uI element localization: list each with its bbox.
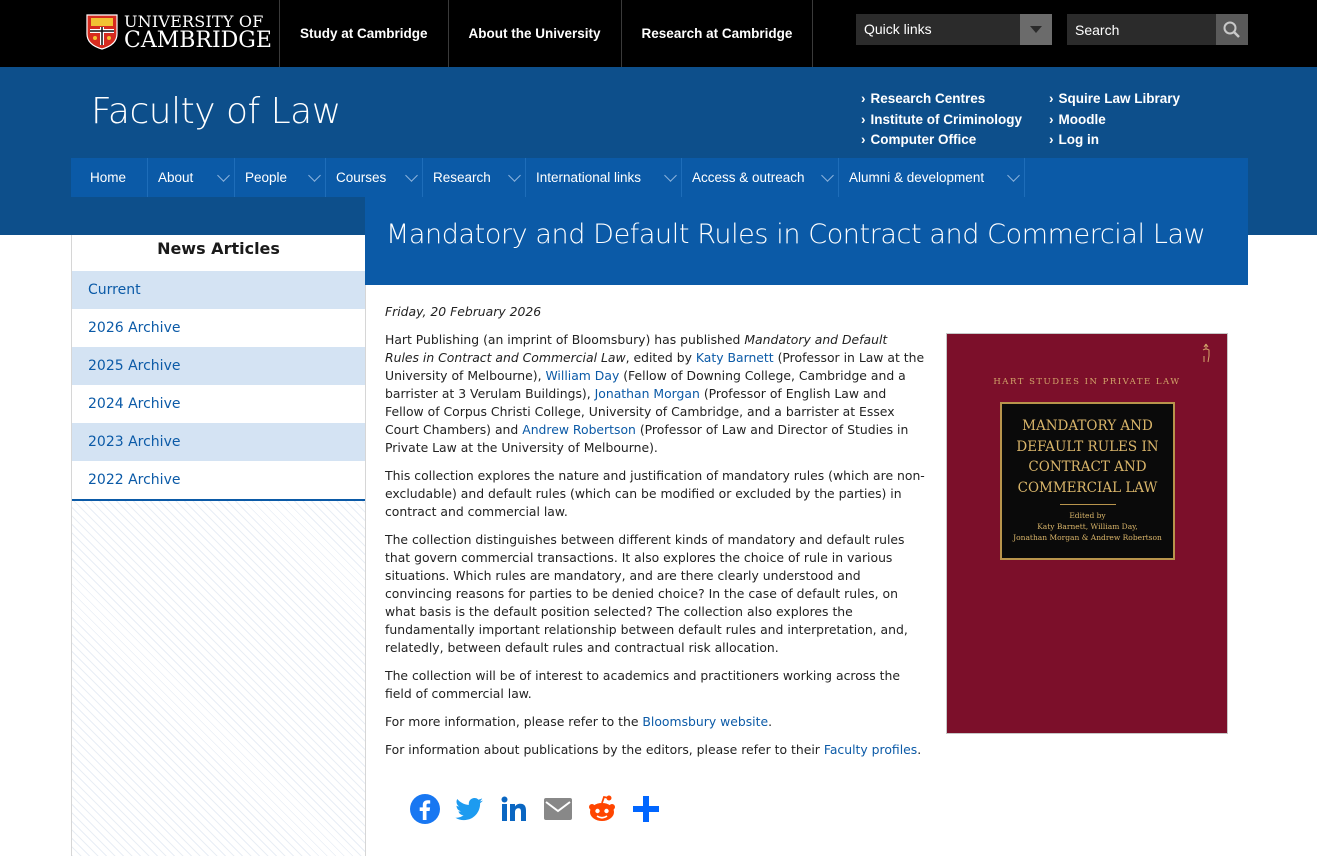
nav-research[interactable] xyxy=(423,158,526,197)
header-links-col1 xyxy=(861,89,1022,151)
article-paragraph-2: This collection explores the nature and justification of mandatory rules (which are non-excludable) and default rules (which can be modified or excluded by the parties) in contract and commercial law. xyxy=(385,468,925,519)
cover-title-line: DEFAULT RULES IN xyxy=(1016,438,1159,455)
email-icon xyxy=(542,793,574,825)
p1-text-3: (Professor in Law at the University of Melbourne), xyxy=(385,350,925,383)
p1-text-2: , edited by xyxy=(625,350,696,365)
nav-alumni-label: Alumni & development xyxy=(849,170,985,185)
cover-title-line: COMMERCIAL LAW xyxy=(1017,479,1158,496)
nav-about-label: About xyxy=(158,170,194,185)
nav-access-outreach[interactable] xyxy=(682,158,839,197)
chevron-down-icon[interactable] xyxy=(664,169,677,182)
nav-people[interactable] xyxy=(235,158,326,197)
article-date: Friday, 20 February 2026 xyxy=(385,304,542,319)
nav-courses[interactable] xyxy=(326,158,423,197)
site-title[interactable]: Faculty of Law xyxy=(91,91,341,132)
share-email-button[interactable] xyxy=(542,793,574,825)
twitter-icon xyxy=(453,793,485,825)
sidebar-item-2026-archive[interactable]: 2026 Archive xyxy=(72,309,365,347)
share-buttons xyxy=(409,793,675,825)
nav-home-label: Home xyxy=(90,170,127,185)
p1-text-1: Hart Publishing (an imprint of Bloomsbury) has published xyxy=(385,332,745,347)
nav-home[interactable] xyxy=(71,158,148,197)
cover-title-line: MANDATORY AND xyxy=(1022,418,1153,434)
nav-courses-label: Courses xyxy=(336,170,387,185)
cover-divider xyxy=(1060,504,1116,505)
cover-title xyxy=(1002,416,1173,498)
chevron-down-icon[interactable] xyxy=(1007,169,1020,182)
p1-text-6: (Professor of Law and Director of Studies in Private Law at the University of Melbourne). xyxy=(385,422,909,455)
search-button[interactable] xyxy=(1216,14,1248,45)
chevron-down-icon[interactable] xyxy=(821,169,834,182)
linkedin-icon xyxy=(498,793,530,825)
sidebar-item-2022-archive[interactable]: 2022 Archive xyxy=(72,461,365,499)
header-link-computer-office[interactable]: › Computer Office xyxy=(861,130,1022,151)
cambridge-shield-icon xyxy=(86,14,118,50)
sidebar-item-2025-archive[interactable]: 2025 Archive xyxy=(72,347,365,385)
cover-series: HART STUDIES IN PRIVATE LAW xyxy=(993,377,1181,387)
header-link-research-centres[interactable]: › Research Centres xyxy=(861,89,1022,110)
cover-editors-line: Jonathan Morgan & Andrew Robertson xyxy=(1013,533,1162,542)
global-nav-about[interactable]: About the University xyxy=(448,0,621,67)
p5-text-1: For more information, please refer to the xyxy=(385,714,643,729)
editor-link-andrew-robertson[interactable]: Andrew Robertson xyxy=(522,422,636,437)
share-linkedin-button[interactable] xyxy=(498,793,530,825)
nav-international-links[interactable] xyxy=(526,158,682,197)
article-body xyxy=(385,303,925,769)
faculty-profiles-link[interactable]: Faculty profiles xyxy=(823,742,918,757)
quick-links-label: Quick links xyxy=(864,21,932,37)
page-banner xyxy=(365,197,1248,285)
cover-editors-line: Katy Barnett, William Day, xyxy=(1037,522,1138,531)
header-link-criminology[interactable]: › Institute of Criminology xyxy=(861,110,1022,131)
sidebar xyxy=(71,235,366,856)
p1-text-5: (Professor of English Law and Fellow of Corpus Christi College, University of Cambridge, and a barrister at Essex Court Chambers) and xyxy=(385,386,895,437)
share-facebook-button[interactable] xyxy=(409,793,441,825)
chevron-down-icon[interactable] xyxy=(508,169,521,182)
chevron-down-icon[interactable] xyxy=(1020,14,1052,45)
reddit-icon xyxy=(586,793,618,825)
header-links-col2 xyxy=(1049,89,1180,151)
sidebar-list xyxy=(72,271,365,501)
article-paragraph-3: The collection distinguishes between different kinds of mandatory and default rules that govern commercial transactions. It also explores the choice of rule in various situations. Which rules are mandatory, and are there clearly understood and convincing reasons for parties to be denied choice? In the case of default rules, on what basis is the default position selected? The collection also explores the fundamentally important relationship between default rules and interpretation, and, relatedly, between default rules and contractual risk allocation. xyxy=(385,532,908,655)
sidebar-title: News Articles xyxy=(72,235,365,271)
cover-title-line: CONTRACT AND xyxy=(1028,459,1147,475)
p5-text-2: . xyxy=(768,714,773,729)
p1-text-4: (Fellow of Downing College, Cambridge and a barrister at 3 Verulam Buildings), xyxy=(385,368,906,401)
search-input[interactable] xyxy=(1067,14,1216,45)
nav-about[interactable] xyxy=(148,158,235,197)
header-link-login[interactable]: › Log in xyxy=(1049,130,1180,151)
article-paragraph-1 xyxy=(385,331,925,457)
bloomsbury-website-link[interactable]: Bloomsbury website xyxy=(642,714,769,729)
nav-international-label: International links xyxy=(536,170,642,185)
article-paragraph-5 xyxy=(385,713,925,731)
editor-link-william-day[interactable]: William Day xyxy=(545,368,620,383)
nav-alumni-development[interactable] xyxy=(839,158,1025,197)
sidebar-item-2024-archive[interactable]: 2024 Archive xyxy=(72,385,365,423)
facebook-icon xyxy=(409,793,441,825)
cover-editors xyxy=(1002,510,1173,543)
share-twitter-button[interactable] xyxy=(453,793,485,825)
page-title: Mandatory and Default Rules in Contract and Commercial Law xyxy=(386,219,1206,250)
search-box xyxy=(1067,14,1248,45)
editor-link-katy-barnett[interactable]: Katy Barnett xyxy=(695,350,774,365)
book-title: Mandatory and Default Rules in Contract and Commercial Law xyxy=(385,332,888,365)
university-wordmark xyxy=(124,12,272,53)
header-link-squire-library[interactable]: › Squire Law Library xyxy=(1049,89,1180,110)
book-cover-image xyxy=(946,333,1228,734)
main-nav xyxy=(71,158,1248,197)
p6-text-1: For information about publications by the editors, please refer to their xyxy=(385,742,824,757)
university-logo[interactable] xyxy=(86,12,272,54)
wordmark-line2: CAMBRIDGE xyxy=(124,28,272,53)
sidebar-item-2023-archive[interactable]: 2023 Archive xyxy=(72,423,365,461)
cover-edited-by: Edited by xyxy=(1069,511,1106,520)
search-icon xyxy=(1216,14,1248,45)
global-header xyxy=(0,0,1317,67)
p6-text-2: . xyxy=(917,742,922,757)
nav-people-label: People xyxy=(245,170,288,185)
global-nav-research[interactable]: Research at Cambridge xyxy=(621,0,814,67)
header-link-moodle[interactable]: › Moodle xyxy=(1049,110,1180,131)
chevron-down-icon[interactable] xyxy=(308,169,321,182)
share-more-button[interactable] xyxy=(630,793,662,825)
editor-link-jonathan-morgan[interactable]: Jonathan Morgan xyxy=(594,386,700,401)
chevron-down-icon[interactable] xyxy=(405,169,418,182)
quick-links-dropdown[interactable] xyxy=(856,14,1052,45)
article-paragraph-6 xyxy=(385,741,925,759)
article-paragraph-4: The collection will be of interest to academics and practitioners working across the field of commercial law. xyxy=(385,668,900,701)
global-nav-study[interactable]: Study at Cambridge xyxy=(279,0,448,67)
sidebar-item-current[interactable]: Current xyxy=(72,271,365,309)
share-icon xyxy=(630,793,662,825)
nav-research-label: Research xyxy=(433,170,491,185)
nav-access-label: Access & outreach xyxy=(692,170,805,185)
global-nav xyxy=(279,0,813,67)
cover-title-box xyxy=(1000,402,1175,560)
share-reddit-button[interactable] xyxy=(586,793,618,825)
hart-publisher-logo-icon xyxy=(1199,342,1213,364)
chevron-down-icon[interactable] xyxy=(217,169,230,182)
wordmark-line1: UNIVERSITY OF xyxy=(124,12,264,31)
